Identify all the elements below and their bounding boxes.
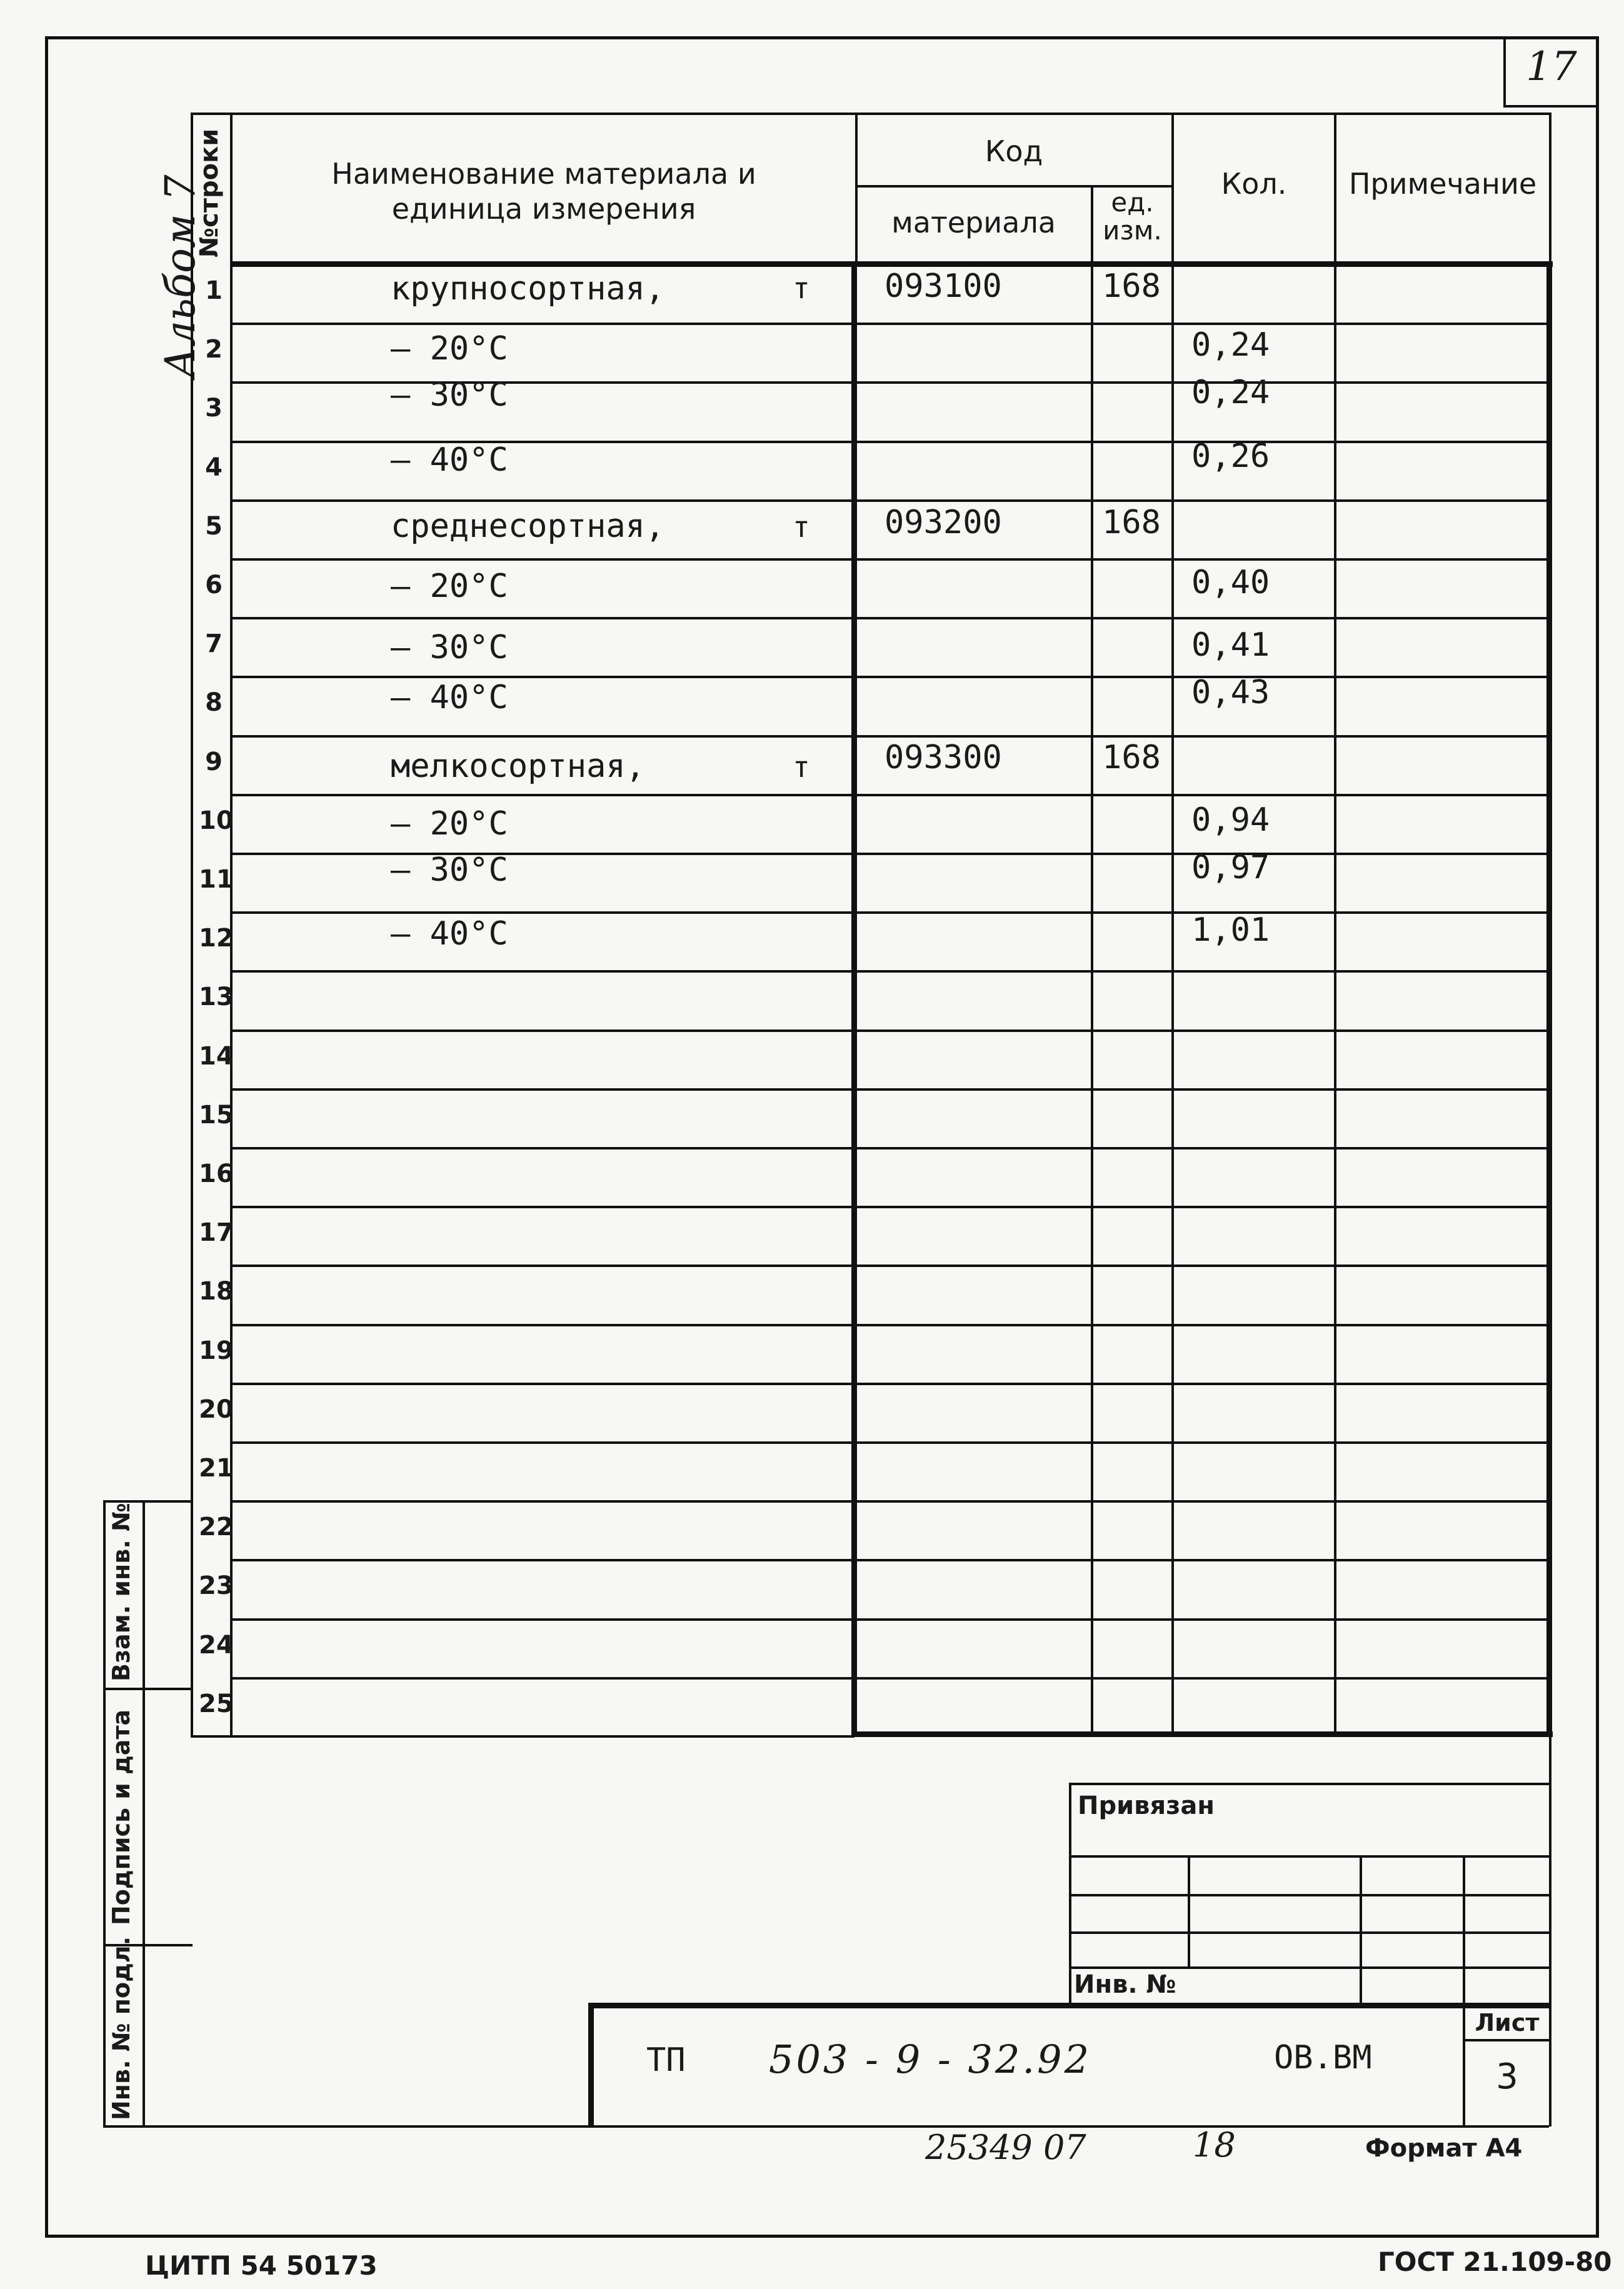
footer-gost: ГОСТ 21.109-80 — [1378, 2246, 1612, 2277]
inv-no-label: Инв. № — [1074, 1970, 1176, 1999]
title-list-divider — [1463, 2039, 1549, 2041]
row-line — [230, 1324, 1549, 1326]
row-number: 7 — [205, 629, 223, 658]
row-number: 14 — [199, 1042, 234, 1071]
album-note: Альбом 7 — [156, 174, 204, 378]
archive-code: 25349 07 — [925, 2128, 1086, 2167]
col-note-left — [1334, 264, 1336, 1734]
row-name: – 20°С — [391, 568, 508, 605]
privyazan-top — [1069, 1783, 1549, 1785]
row-code: 093200 — [885, 504, 1002, 541]
privyazan-col2 — [1360, 1855, 1362, 2005]
privyazan-col3 — [1463, 1855, 1465, 2005]
row-line — [230, 794, 1549, 796]
row-line — [230, 735, 1549, 738]
side-label-inv-podl: Инв. № подл. — [108, 1936, 135, 2120]
row-line — [230, 1088, 1549, 1091]
row-line — [230, 499, 1549, 502]
privyazan-row4 — [1069, 1966, 1549, 1969]
page-number-box-left — [1503, 36, 1506, 106]
row-code: 093100 — [885, 268, 1002, 305]
list-number: 3 — [1496, 2056, 1518, 2097]
header-name-line2: единица измерения — [391, 192, 696, 226]
row-qty: 0,97 — [1191, 849, 1270, 886]
row-code: 093300 — [885, 739, 1002, 776]
row-unit: 168 — [1102, 504, 1161, 541]
page-number: 17 — [1526, 44, 1577, 90]
row-line — [230, 1500, 1549, 1503]
header-code: Код — [985, 134, 1043, 168]
row-qty: 0,41 — [1191, 626, 1270, 664]
row-line — [230, 323, 1549, 325]
privyazan-row2 — [1069, 1894, 1549, 1896]
data-block-bottom — [853, 1731, 1553, 1737]
row-qty: 0,43 — [1191, 674, 1270, 711]
privyazan-row3 — [1069, 1931, 1549, 1934]
table-right-border — [1549, 114, 1551, 264]
row-name: – 40°С — [391, 441, 508, 479]
row-line — [230, 676, 1549, 678]
row-qty: 0,94 — [1191, 801, 1270, 839]
row-number: 18 — [199, 1277, 234, 1306]
row-line — [230, 1677, 1549, 1680]
row-name: – 30°С — [391, 851, 508, 889]
row-line — [230, 1206, 1549, 1208]
row-name: крупносортная, — [391, 270, 665, 308]
row-qty: 0,26 — [1191, 438, 1270, 475]
doc-number: 503 - 9 - 32.92 — [769, 2036, 1092, 2082]
row-number: 17 — [199, 1218, 234, 1247]
header-note: Примечание — [1348, 167, 1537, 201]
header-unit-line2: изм. — [1103, 215, 1162, 246]
row-number: 4 — [205, 453, 223, 482]
row-number: 2 — [205, 335, 223, 364]
row-name: среднесортная, — [391, 508, 665, 545]
row-number: 20 — [199, 1395, 234, 1424]
row-number: 11 — [199, 865, 234, 894]
header-unit-line1: ед. — [1111, 187, 1154, 218]
row-line — [230, 970, 1549, 973]
row-number: 24 — [199, 1631, 234, 1660]
side-box-left — [103, 1501, 106, 2126]
row-unit: 168 — [1102, 268, 1161, 305]
row-unit: 168 — [1102, 739, 1161, 776]
table-bottom-line — [191, 1735, 855, 1738]
row-number: 21 — [199, 1454, 234, 1483]
row-number: 25 — [199, 1690, 234, 1718]
row-name: – 30°С — [391, 629, 508, 666]
data-block-right — [1546, 261, 1552, 1737]
col-qty-left — [1171, 264, 1174, 1734]
row-qty: 0,24 — [1191, 374, 1270, 411]
row-number: 9 — [205, 748, 223, 776]
format-label: Формат А4 — [1365, 2134, 1523, 2163]
list-label: Лист — [1475, 2009, 1540, 2036]
header-name-line1: Наименование материала и — [331, 157, 756, 191]
row-name: мелкосортная, — [391, 748, 645, 785]
privyazan-col1 — [1188, 1855, 1190, 1968]
sheet-right-line — [1549, 1735, 1551, 2126]
footer-left-code: ЦИТП 54 50173 — [145, 2250, 378, 2281]
doc-prefix: ТП — [646, 2041, 686, 2079]
row-number: 15 — [199, 1101, 234, 1129]
row-unit-mark: т — [793, 271, 810, 305]
archive-page: 18 — [1193, 2125, 1236, 2165]
header-qty: Кол. — [1221, 167, 1287, 201]
side-box-divider1 — [103, 1688, 193, 1690]
row-line — [230, 1029, 1549, 1032]
side-label-vzam: Взам. инв. № — [108, 1503, 135, 1681]
row-unit-mark: т — [793, 750, 810, 784]
privyazan-row1 — [1069, 1855, 1549, 1858]
row-line — [230, 1441, 1549, 1444]
row-name: – 40°С — [391, 915, 508, 953]
row-number: 12 — [199, 924, 234, 953]
col-unit-line — [1091, 264, 1093, 1734]
row-qty: 0,24 — [1191, 326, 1270, 364]
table-left-border — [191, 114, 193, 1736]
side-box-mid — [143, 1501, 145, 2126]
row-number: 19 — [199, 1336, 234, 1365]
row-name: – 40°С — [391, 679, 508, 716]
row-number: 10 — [199, 806, 234, 835]
row-number: 8 — [205, 688, 223, 717]
row-number: 6 — [205, 571, 223, 599]
header-material: материала — [891, 206, 1056, 239]
row-line — [230, 1147, 1549, 1150]
row-line — [230, 617, 1549, 619]
header-row-no: №строки — [195, 128, 224, 258]
row-number: 16 — [199, 1160, 234, 1188]
row-number: 3 — [205, 394, 223, 423]
row-line — [230, 1618, 1549, 1621]
row-name: – 20°С — [391, 330, 508, 368]
sheet-bottom-line — [103, 2125, 1549, 2128]
data-block-top — [233, 261, 1553, 267]
row-number: 5 — [205, 512, 223, 541]
row-number: 22 — [199, 1513, 234, 1541]
outer-frame — [45, 36, 1599, 2238]
side-label-podpis: Подпись и дата — [108, 1709, 135, 1925]
row-number: 23 — [199, 1571, 234, 1600]
row-line — [230, 558, 1549, 561]
row-number: 13 — [199, 983, 234, 1011]
row-line — [230, 1265, 1549, 1267]
privyazan-label: Привязан — [1078, 1791, 1215, 1820]
row-unit-mark: т — [793, 510, 810, 544]
row-name: – 20°С — [391, 805, 508, 843]
row-qty: 1,01 — [1191, 911, 1270, 949]
title-block-left — [588, 2003, 594, 2126]
row-qty: 0,40 — [1191, 564, 1270, 601]
row-line — [230, 911, 1549, 914]
data-block-code-left — [851, 261, 857, 1737]
row-number: 1 — [205, 276, 223, 305]
title-block-top — [591, 2003, 1549, 2008]
row-line — [230, 1559, 1549, 1561]
row-line — [230, 1383, 1549, 1385]
doc-suffix: ОВ.ВМ — [1274, 2039, 1372, 2076]
table-top-border — [191, 113, 1551, 115]
row-name: – 30°С — [391, 376, 508, 414]
page-number-box-bottom — [1503, 105, 1599, 108]
